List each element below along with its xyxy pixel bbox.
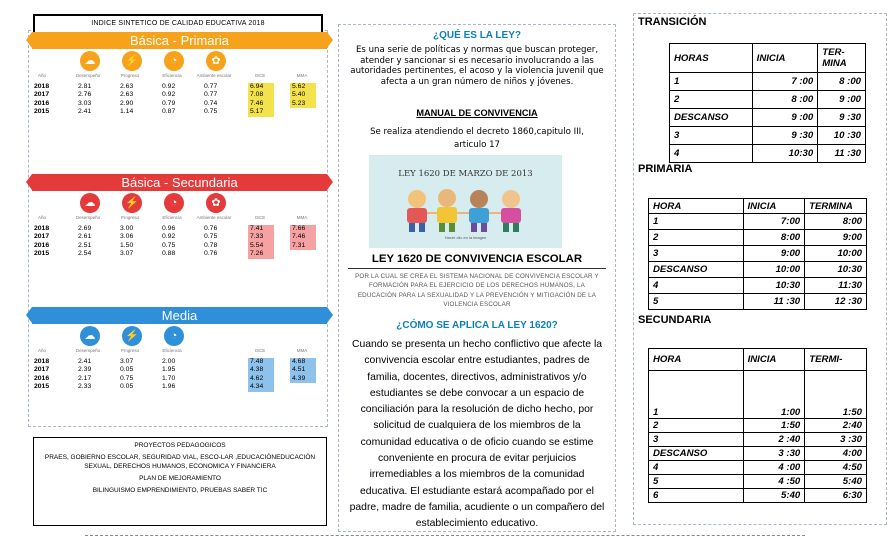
level-icon-row [32,324,327,358]
efficiency-icon: ◔ [164,193,184,213]
end-time-cell: 9:00 [805,230,867,246]
start-time-cell: 7 :00 [752,73,818,91]
component-value: 0.75 [120,374,134,382]
kid-head [502,190,520,208]
row-year: 2016 [34,374,50,382]
end-time-cell: 5:40 [805,475,867,489]
secundaria-title: SECUNDARIA [638,314,712,326]
period-cell: 3 [670,127,753,145]
primaria-title: PRIMARIA [638,163,693,175]
start-time-cell: 10:00 [743,262,805,278]
row-year: 2018 [34,83,50,90]
start-time-cell: 9 :30 [752,127,818,145]
schedule-row [649,461,867,475]
row-year: 2017 [34,91,50,99]
end-time-cell: 4:00 [805,447,867,461]
component-value: 3.00 [120,225,134,232]
schedule-row [649,246,867,262]
component-value: 0.77 [204,91,218,99]
component-value: 2.39 [78,366,92,374]
component-value: 0.76 [204,250,218,258]
component-value: 0.88 [162,250,176,258]
end-time-cell: 9 :30 [818,109,866,127]
row-year: 2016 [34,99,50,107]
isce-data-row [32,375,327,383]
column-header: Progreso [120,348,140,353]
component-value: 1.50 [120,241,134,249]
schedule-row [649,214,867,230]
row-year: 2018 [34,358,50,365]
start-time-cell: 10:30 [743,278,805,294]
component-value: 2.00 [162,358,176,365]
column-header: Año [37,215,46,220]
period-cell: 5 [649,294,744,310]
secundaria-table [648,348,867,503]
column-header: MMA [296,73,308,78]
mma-value: 4.68 [290,358,316,366]
isce-value: 5.54 [248,242,274,250]
isce-data-row [32,91,327,99]
row-year: 2017 [34,233,50,241]
end-time-cell: 11 :30 [818,145,866,163]
end-time-cell: 12 :30 [805,294,867,310]
level-icon-row [32,191,327,225]
component-value: 2.76 [78,91,92,99]
component-value: 3.07 [120,358,134,365]
period-cell: 4 [649,278,744,294]
progress-icon: ⚡ [122,51,142,71]
start-time-cell: 4 :00 [743,461,805,475]
projects-box [33,437,327,526]
isce-value: 7.08 [248,91,274,99]
column-header: Ambiente escolar [196,73,232,78]
column-header: MMA [296,215,308,220]
isce-data-row [32,108,327,116]
isce-data-row [32,383,327,391]
mma-value: 4.51 [290,366,316,374]
period-cell: 1 [649,214,744,230]
schedule-header: TER- MINA [818,44,866,73]
ley-1620-title: LEY 1620 DE CONVIVENCIA ESCOLAR [371,253,583,265]
component-value: 0.77 [204,83,218,90]
end-time-cell: 10:00 [805,246,867,262]
column-header: ISCE [254,348,266,353]
component-value: 1.14 [120,108,134,116]
component-value: 2.90 [120,99,134,107]
end-time-cell: 11:30 [805,278,867,294]
period-cell: 2 [670,91,753,109]
schedule-row [649,371,867,419]
performance-icon: ☁ [80,326,100,346]
isce-value: 4.62 [248,375,274,383]
isce-value: 7.41 [248,225,274,233]
component-value: 2.69 [78,225,92,232]
ley-1620-image[interactable] [369,155,562,248]
manual-convivencia-heading: MANUAL DE CONVIVENCIA [416,108,538,118]
kid-body [501,208,521,223]
component-value: 2.17 [78,374,92,382]
component-value: 1.96 [162,383,176,391]
end-time-cell: 9 :00 [818,91,866,109]
component-value: 0.76 [204,225,218,232]
component-value: 0.79 [162,99,176,107]
schedule-row [649,419,867,433]
period-cell: 5 [649,475,744,489]
row-year: 2015 [34,108,50,116]
schedule-row [670,109,866,127]
isce-level-block [32,174,327,259]
schedule-row [670,127,866,145]
como-se-aplica-heading: ¿CÓMO SE APLICA LA LEY 1620? [396,320,558,331]
period-cell: 3 [649,433,744,447]
component-value: 2.41 [78,358,92,365]
column-header: Desempeño [75,215,101,220]
efficiency-icon: ◔ [164,51,184,71]
kid-head [438,189,456,207]
title-underline [348,268,606,269]
isce-data-row [32,242,327,250]
start-time-cell: 8 :00 [752,91,818,109]
component-value: 0.92 [162,233,176,241]
isce-level-block [32,307,327,392]
row-year: 2017 [34,366,50,374]
ley-image-subcaption: Hacer clic en la imagen [444,235,487,240]
end-time-cell: 2:40 [805,419,867,433]
component-value: 0.05 [120,383,134,391]
schedule-row [649,489,867,503]
schedule-header: TERMINA [805,199,867,214]
period-cell: 1 [649,371,744,419]
que-es-la-ley-heading: ¿QUÉ ES LA LEY? [433,30,521,41]
mma-value: 5.40 [290,91,316,99]
bottom-divider [85,535,805,536]
kid-body [469,208,489,223]
isce-value: 7.48 [248,358,274,366]
isce-title: INDICE SINTETICO DE CALIDAD EDUCATIVA 2018 [33,14,323,34]
column-header: ISCE [254,73,266,78]
mma-value: 4.39 [290,375,316,383]
mma-value: 5.23 [290,100,316,108]
column-header: Desempeño [75,73,101,78]
isce-data-row [32,225,327,233]
kid-head [408,190,426,208]
isce-data-row [32,233,327,241]
component-value: 3.06 [120,233,134,241]
start-time-cell: 9 :00 [752,109,818,127]
environment-icon: ✿ [206,193,226,213]
component-value: 3.07 [120,250,134,258]
isce-value: 7.46 [248,100,274,108]
schedule-row [649,475,867,489]
start-time-cell: 5:40 [743,489,805,503]
component-value: 0.96 [162,225,176,232]
end-time-cell: 1:50 [805,371,867,419]
period-cell: 4 [670,145,753,163]
isce-value: 6.94 [248,83,274,91]
start-time-cell: 3 :30 [743,447,805,461]
isce-data-row [32,100,327,108]
schedule-row [649,262,867,278]
component-value: 2.33 [78,383,92,391]
component-value: 2.63 [120,91,134,99]
component-value: 3.03 [78,99,92,107]
period-cell: DESCANSO [670,109,753,127]
ley-1620-description: POR LA CUAL SE CREA EL SISTEMA NACIONAL DE CONVIVENCIA ESCOLAR Y FORMACIÓN PARA EL EJERCICIO DE LOS DERECHOS HUMANOS, LA EDUCACIÓN PARA LA SEXUALIDAD Y LA PREVENCIÓN Y MITIGACIÓN DE LA VIOLENCIA ESCOLAR [355,273,599,308]
end-time-cell: 4:50 [805,461,867,475]
performance-icon: ☁ [80,51,100,71]
environment-icon: ✿ [206,51,226,71]
start-time-cell: 8:00 [743,230,805,246]
primaria-table [648,198,867,310]
level-banner: Básica - Secundaria [32,174,327,191]
period-cell: 6 [649,489,744,503]
column-header: Año [37,348,46,353]
end-time-cell: 8 :00 [818,73,866,91]
component-value: 0.75 [162,241,176,249]
column-header: Eficiencia [162,215,182,220]
isce-data-row [32,358,327,366]
start-time-cell: 11 :30 [743,294,805,310]
isce-value: 5.17 [248,108,274,116]
schedule-header: INICIA [752,44,818,73]
progress-icon: ⚡ [122,326,142,346]
column-header: ISCE [254,215,266,220]
end-time-cell: 10 :30 [818,127,866,145]
row-year: 2015 [34,250,50,258]
component-value: 1.70 [162,374,176,382]
column-header: Ambiente escolar [196,215,232,220]
level-banner: Media [32,307,327,324]
mma-value: 7.31 [290,242,316,250]
period-cell: 2 [649,419,744,433]
projects-list: PRAES, GOBIERNO ESCOLAR, SEGURIDAD VIAL, ESCO-LAR ,EDUCACIÒNEDUCACIÒN SEXUAL, DERECHOS HUMANOS, ECONOMICA Y FINANCIERA [44,454,316,470]
component-value: 1.95 [162,366,176,374]
kid-head [470,190,488,208]
schedule-header: HORA [649,349,744,371]
start-time-cell: 1:50 [743,419,805,433]
schedule-row [649,447,867,461]
period-cell: 1 [670,73,753,91]
column-header: Año [37,73,46,78]
column-header: Eficiencia [162,348,182,353]
schedule-header: HORA [649,199,744,214]
schedule-row [670,73,866,91]
isce-data-row [32,83,327,91]
isce-level-block [32,32,327,117]
start-time-cell: 7:00 [743,214,805,230]
mma-value: 7.46 [290,233,316,241]
component-value: 2.54 [78,250,92,258]
progress-icon: ⚡ [122,193,142,213]
end-time-cell: 10:30 [805,262,867,278]
plan-mejoramiento: PLAN DE MEJORAMIENTO [139,475,221,482]
component-value: 0.74 [204,99,218,107]
bilingual-line: BILINGUISMO EMPRENDIMIENTO, PRUEBAS SABER TIC [92,487,268,494]
start-time-cell: 4 :50 [743,475,805,489]
kid-body [437,207,457,223]
component-value: 0.92 [162,83,176,90]
column-header: Progreso [120,73,140,78]
schedule-row [670,91,866,109]
component-value: 2.61 [78,233,92,241]
efficiency-icon: ◔ [164,326,184,346]
level-icon-row [32,49,327,83]
ley-image-caption: LEY 1620 DE MARZO DE 2013 [398,169,533,179]
period-cell: DESCANSO [649,262,744,278]
component-value: 2.51 [78,241,92,249]
que-es-la-ley-text: Es una serie de políticas y normas que buscan proteger, atender y sancionar si es necesario involucrando a las autoridades pertinentes, el acoso y la violencia juvenil que afecta a un gran número de niños y jóvenes. [350,45,604,87]
component-value: 0.75 [204,108,218,116]
transicion-table [669,43,866,163]
end-time-cell: 6:30 [805,489,867,503]
period-cell: 3 [649,246,744,262]
component-value: 2.81 [78,83,92,90]
component-value: 0.92 [162,91,176,99]
row-year: 2015 [34,383,50,391]
component-value: 2.41 [78,108,92,116]
end-time-cell: 8:00 [805,214,867,230]
transicion-title: TRANSICIÓN [638,16,707,28]
mma-value: 7.66 [290,225,316,233]
component-value: 0.78 [204,241,218,249]
isce-value: 7.33 [248,233,274,241]
column-header: MMA [296,348,308,353]
end-time-cell: 3 :30 [805,433,867,447]
schedule-row [670,145,866,163]
period-cell: 2 [649,230,744,246]
schedule-header: TERMI- [805,349,867,371]
period-cell: 4 [649,461,744,475]
isce-data-row [32,250,327,258]
column-header: Eficiencia [162,73,182,78]
como-se-aplica-text: Cuando se presenta un hecho conflictivo que afecte la convivencia escolar entre estudiantes, padres de familia, docentes, directivos, administrativos y/o estudiantes se debe convocar a un espacio de conciliación para la resolución de dicho hecho, por solicitud de cualquiera de los miembros de la comunidad educativa o de oficio cuando se estime conveniente en procura de evitar perjuicios irremediables a los miembros de la comunidad educativa. El estudiante estará acompañado por el padre, madre de familia, acudiente o un compañero del establecimiento educativo. [349,339,605,530]
row-year: 2018 [34,225,50,232]
component-value: 0.87 [162,108,176,116]
component-value: 0.75 [204,233,218,241]
start-time-cell: 10:30 [752,145,818,163]
projects-title: PROYECTOS PEDAGOGICOS [134,442,226,449]
mma-value: 5.62 [290,83,316,91]
column-header: Desempeño [75,348,101,353]
kid-body [407,208,427,223]
component-value: 0.05 [120,366,134,374]
isce-value: 4.38 [248,366,274,374]
manual-convivencia-text: Se realiza atendiendo el decreto 1860,capitulo III, articulo 17 [370,127,584,150]
isce-value: 4.34 [248,383,274,391]
schedule-header: HORAS [670,44,753,73]
start-time-cell: 1:00 [743,371,805,419]
level-banner: Básica - Primaria [32,32,327,49]
schedule-header: INICIA [743,199,805,214]
start-time-cell: 9:00 [743,246,805,262]
isce-data-row [32,366,327,374]
row-year: 2016 [34,241,50,249]
schedule-row [649,230,867,246]
period-cell: DESCANSO [649,447,744,461]
schedule-row [649,278,867,294]
isce-value: 7.26 [248,250,274,258]
schedule-row [649,294,867,310]
schedule-header: INICIA [743,349,805,371]
performance-icon: ☁ [80,193,100,213]
schedule-row [649,433,867,447]
column-header: Progreso [120,215,140,220]
component-value: 2.63 [120,83,134,90]
start-time-cell: 2 :40 [743,433,805,447]
